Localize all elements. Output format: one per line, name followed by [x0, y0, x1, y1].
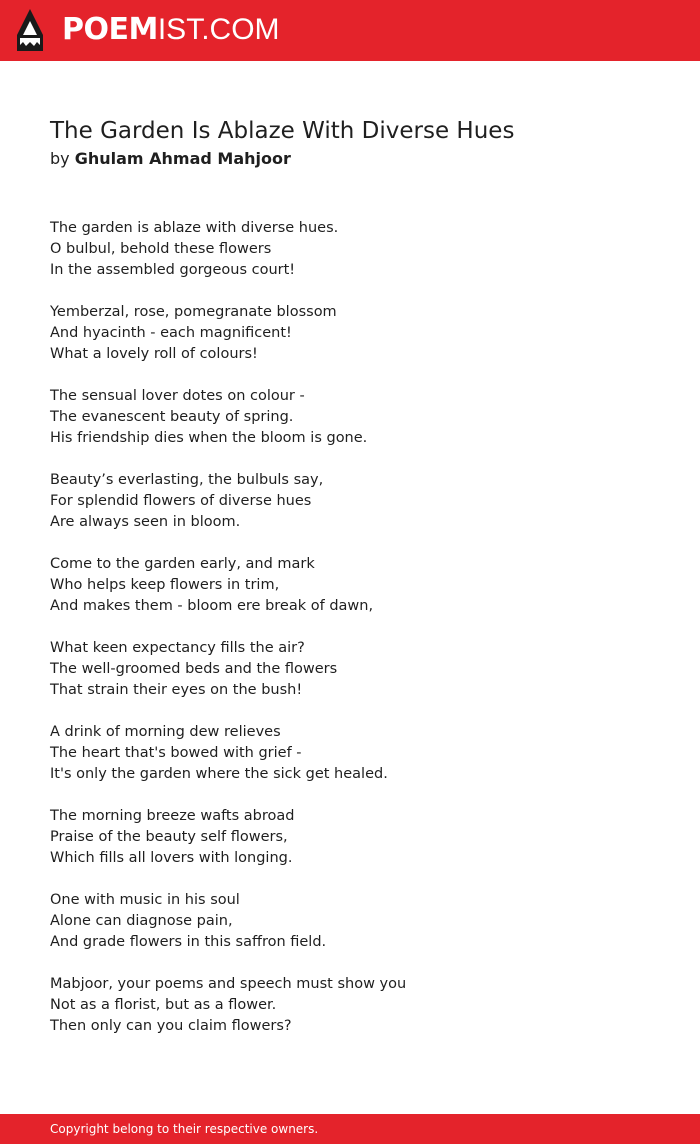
stanza: [50, 386, 650, 449]
poem-body: [50, 218, 650, 1058]
poem-line: Are always seen in bloom.: [50, 514, 241, 530]
site-footer: [0, 1114, 700, 1144]
stanza: [50, 554, 650, 617]
copyright-text: Copyright belong to their respective owners.: [50, 1122, 319, 1136]
poem-line: The morning breeze wafts abroad: [50, 808, 295, 824]
poem-line: The sensual lover dotes on colour -: [50, 388, 305, 404]
poem-line: What a lovely roll of colours!: [50, 346, 258, 362]
site-header: [0, 0, 700, 61]
pen-nib-logo-icon[interactable]: [17, 9, 43, 51]
logo-bold-text: POEM: [62, 12, 158, 47]
poem-line: And grade flowers in this saffron field.: [50, 934, 327, 950]
poem-line: Praise of the beauty self flowers,: [50, 829, 288, 845]
poem-line: The well-groomed beds and the flowers: [50, 661, 338, 677]
poem-title: The Garden Is Ablaze With Diverse Hues: [50, 118, 515, 144]
poem-line: The evanescent beauty of spring.: [50, 409, 294, 425]
poem-line: The heart that's bowed with grief -: [50, 745, 302, 761]
stanza: [50, 890, 650, 953]
stanza: [50, 470, 650, 533]
site-logo[interactable]: [62, 12, 280, 48]
poem-line: In the assembled gorgeous court!: [50, 262, 296, 278]
poem-line: Yemberzal, rose, pomegranate blossom: [50, 304, 337, 320]
poem-line: What keen expectancy fills the air?: [50, 640, 305, 656]
poem-line: It's only the garden where the sick get healed.: [50, 766, 388, 782]
poem-line: His friendship dies when the bloom is gone.: [50, 430, 368, 446]
stanza: [50, 806, 650, 869]
poem-line: Mabjoor, your poems and speech must show you: [50, 976, 407, 992]
poem-line: That strain their eyes on the bush!: [50, 682, 303, 698]
byline: [50, 148, 291, 170]
poem-line: For splendid flowers of diverse hues: [50, 493, 312, 509]
poem-line: Alone can diagnose pain,: [50, 913, 233, 929]
author-name: Ghulam Ahmad Mahjoor: [74, 149, 291, 168]
poem-line: O bulbul, behold these flowers: [50, 241, 272, 257]
poem-line: A drink of morning dew relieves: [50, 724, 281, 740]
poem-line: Who helps keep flowers in trim,: [50, 577, 280, 593]
stanza: [50, 302, 650, 365]
poem-line: Beauty’s everlasting, the bulbuls say,: [50, 472, 324, 488]
stanza: [50, 722, 650, 785]
poem-line: And hyacinth - each magnificent!: [50, 325, 292, 341]
poem-line: Come to the garden early, and mark: [50, 556, 315, 572]
stanza: [50, 638, 650, 701]
stanza: [50, 974, 650, 1037]
by-label: by: [50, 149, 70, 168]
poem-line: One with music in his soul: [50, 892, 240, 908]
poem-line: The garden is ablaze with diverse hues.: [50, 220, 339, 236]
poem-line: Which fills all lovers with longing.: [50, 850, 293, 866]
poem-line: Not as a florist, but as a flower.: [50, 997, 277, 1013]
poem-line: And makes them - bloom ere break of dawn,: [50, 598, 374, 614]
stanza: [50, 218, 650, 281]
logo-light-text: IST.COM: [157, 13, 280, 46]
poem-line: Then only can you claim flowers?: [50, 1018, 292, 1034]
